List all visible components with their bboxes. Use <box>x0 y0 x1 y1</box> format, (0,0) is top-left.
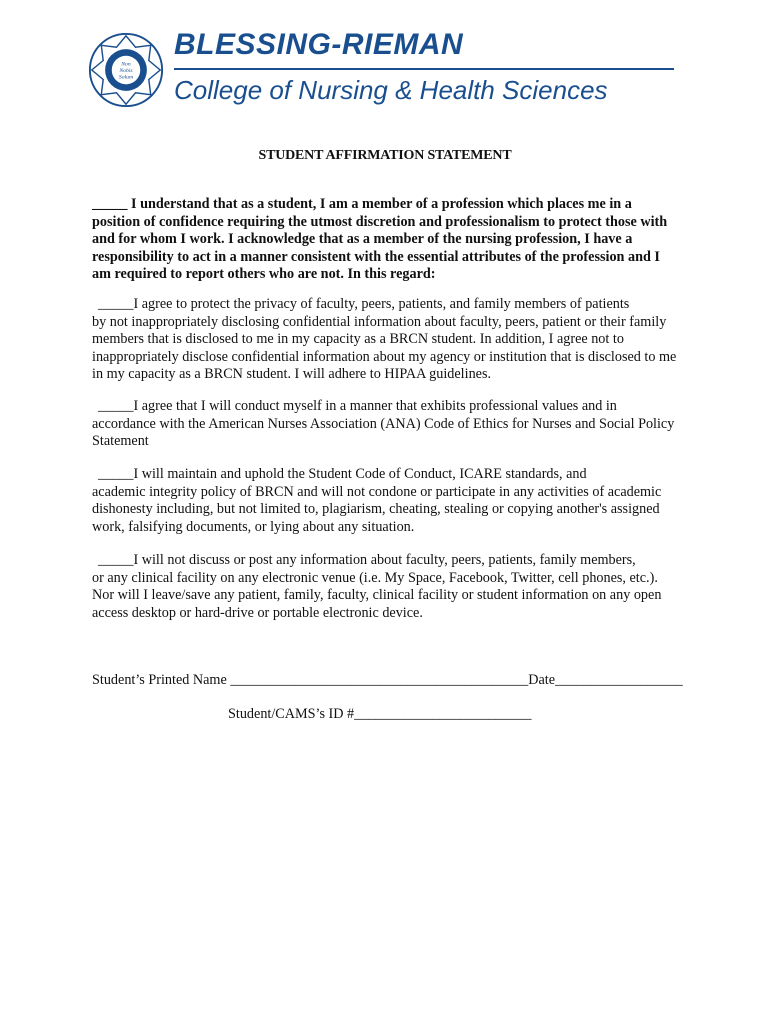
seal-motto-2: Nobis <box>119 67 133 74</box>
document-title: STUDENT AFFIRMATION STATEMENT <box>258 148 512 163</box>
affirmation-first-line: _____I will not discuss or post any information about faculty, peers, patients, family members, <box>98 552 636 568</box>
affirmation-privacy <box>92 296 682 384</box>
header-divider <box>174 68 674 70</box>
seal-motto-1: Non <box>121 61 131 68</box>
signature-line <box>92 672 692 689</box>
affirmation-integrity <box>92 466 682 536</box>
student-id-line <box>228 706 531 723</box>
affirmation-text: accordance with the American Nurses Association (ANA) Code of Ethics for Nurses and Social Policy Statement <box>92 415 675 449</box>
seal-motto-3: Solum <box>118 74 134 81</box>
affirmation-electronic <box>92 552 682 622</box>
affirmation-first-line: _____I will maintain and uphold the Student Code of Conduct, ICARE standards, and <box>98 466 587 482</box>
affirmation-text: academic integrity policy of BRCN and will not condone or participate in any activities of academic dishonesty including, but not limited to, plagiarism, cheating, stealing or copying another's assigned work, falsifying documents, or lying about any situation. <box>92 483 662 535</box>
intro-statement: _____ I understand that as a student, I am a member of a profession which places me in a position of confidence requiring the utmost discretion and professionalism to protect those with and for whom I work. I acknowledge that as a member of the nursing profession, I have a responsibility to act in a manner consistent with the essential attributes of the profession and I am required to report others who are not. In this regard: <box>92 196 668 282</box>
school-name: BLESSING-RIEMAN <box>174 28 464 61</box>
affirmation-first-line: _____I agree to protect the privacy of faculty, peers, patients, and family members of patients <box>98 296 630 312</box>
printed-name-field[interactable]: __________________________________________ <box>230 672 529 688</box>
affirmation-conduct <box>92 398 682 451</box>
student-id-field[interactable]: _________________________ <box>354 706 532 722</box>
affirmation-first-line: _____I agree that I will conduct myself in a manner that exhibits professional values and in <box>98 398 617 414</box>
affirmation-text: or any clinical facility on any electronic venue (i.e. My Space, Facebook, Twitter, cell phones, etc.). Nor will I leave/save any patient, family, faculty, clinical facility or student information on any open access desktop or hard-drive or portable electronic device. <box>92 569 662 621</box>
college-seal-logo <box>88 32 164 108</box>
date-field[interactable]: __________________ <box>555 672 683 688</box>
student-id-label: Student/CAMS’s ID # <box>228 706 355 722</box>
school-subtitle: College of Nursing & Health Sciences <box>174 75 608 105</box>
date-label: Date <box>528 672 556 688</box>
printed-name-label: Student’s Printed Name <box>92 672 231 688</box>
affirmation-text: by not inappropriately disclosing confidential information about faculty, peers, patient or their family members that is disclosed to me in my capacity as a BRCN student. In addition, I agree not to inappropriately disclose confidential information about my agency or institution that is disclosed to me in my capacity as a BRCN student. I will adhere to HIPAA guidelines. <box>92 313 677 382</box>
college-header <box>88 28 688 112</box>
